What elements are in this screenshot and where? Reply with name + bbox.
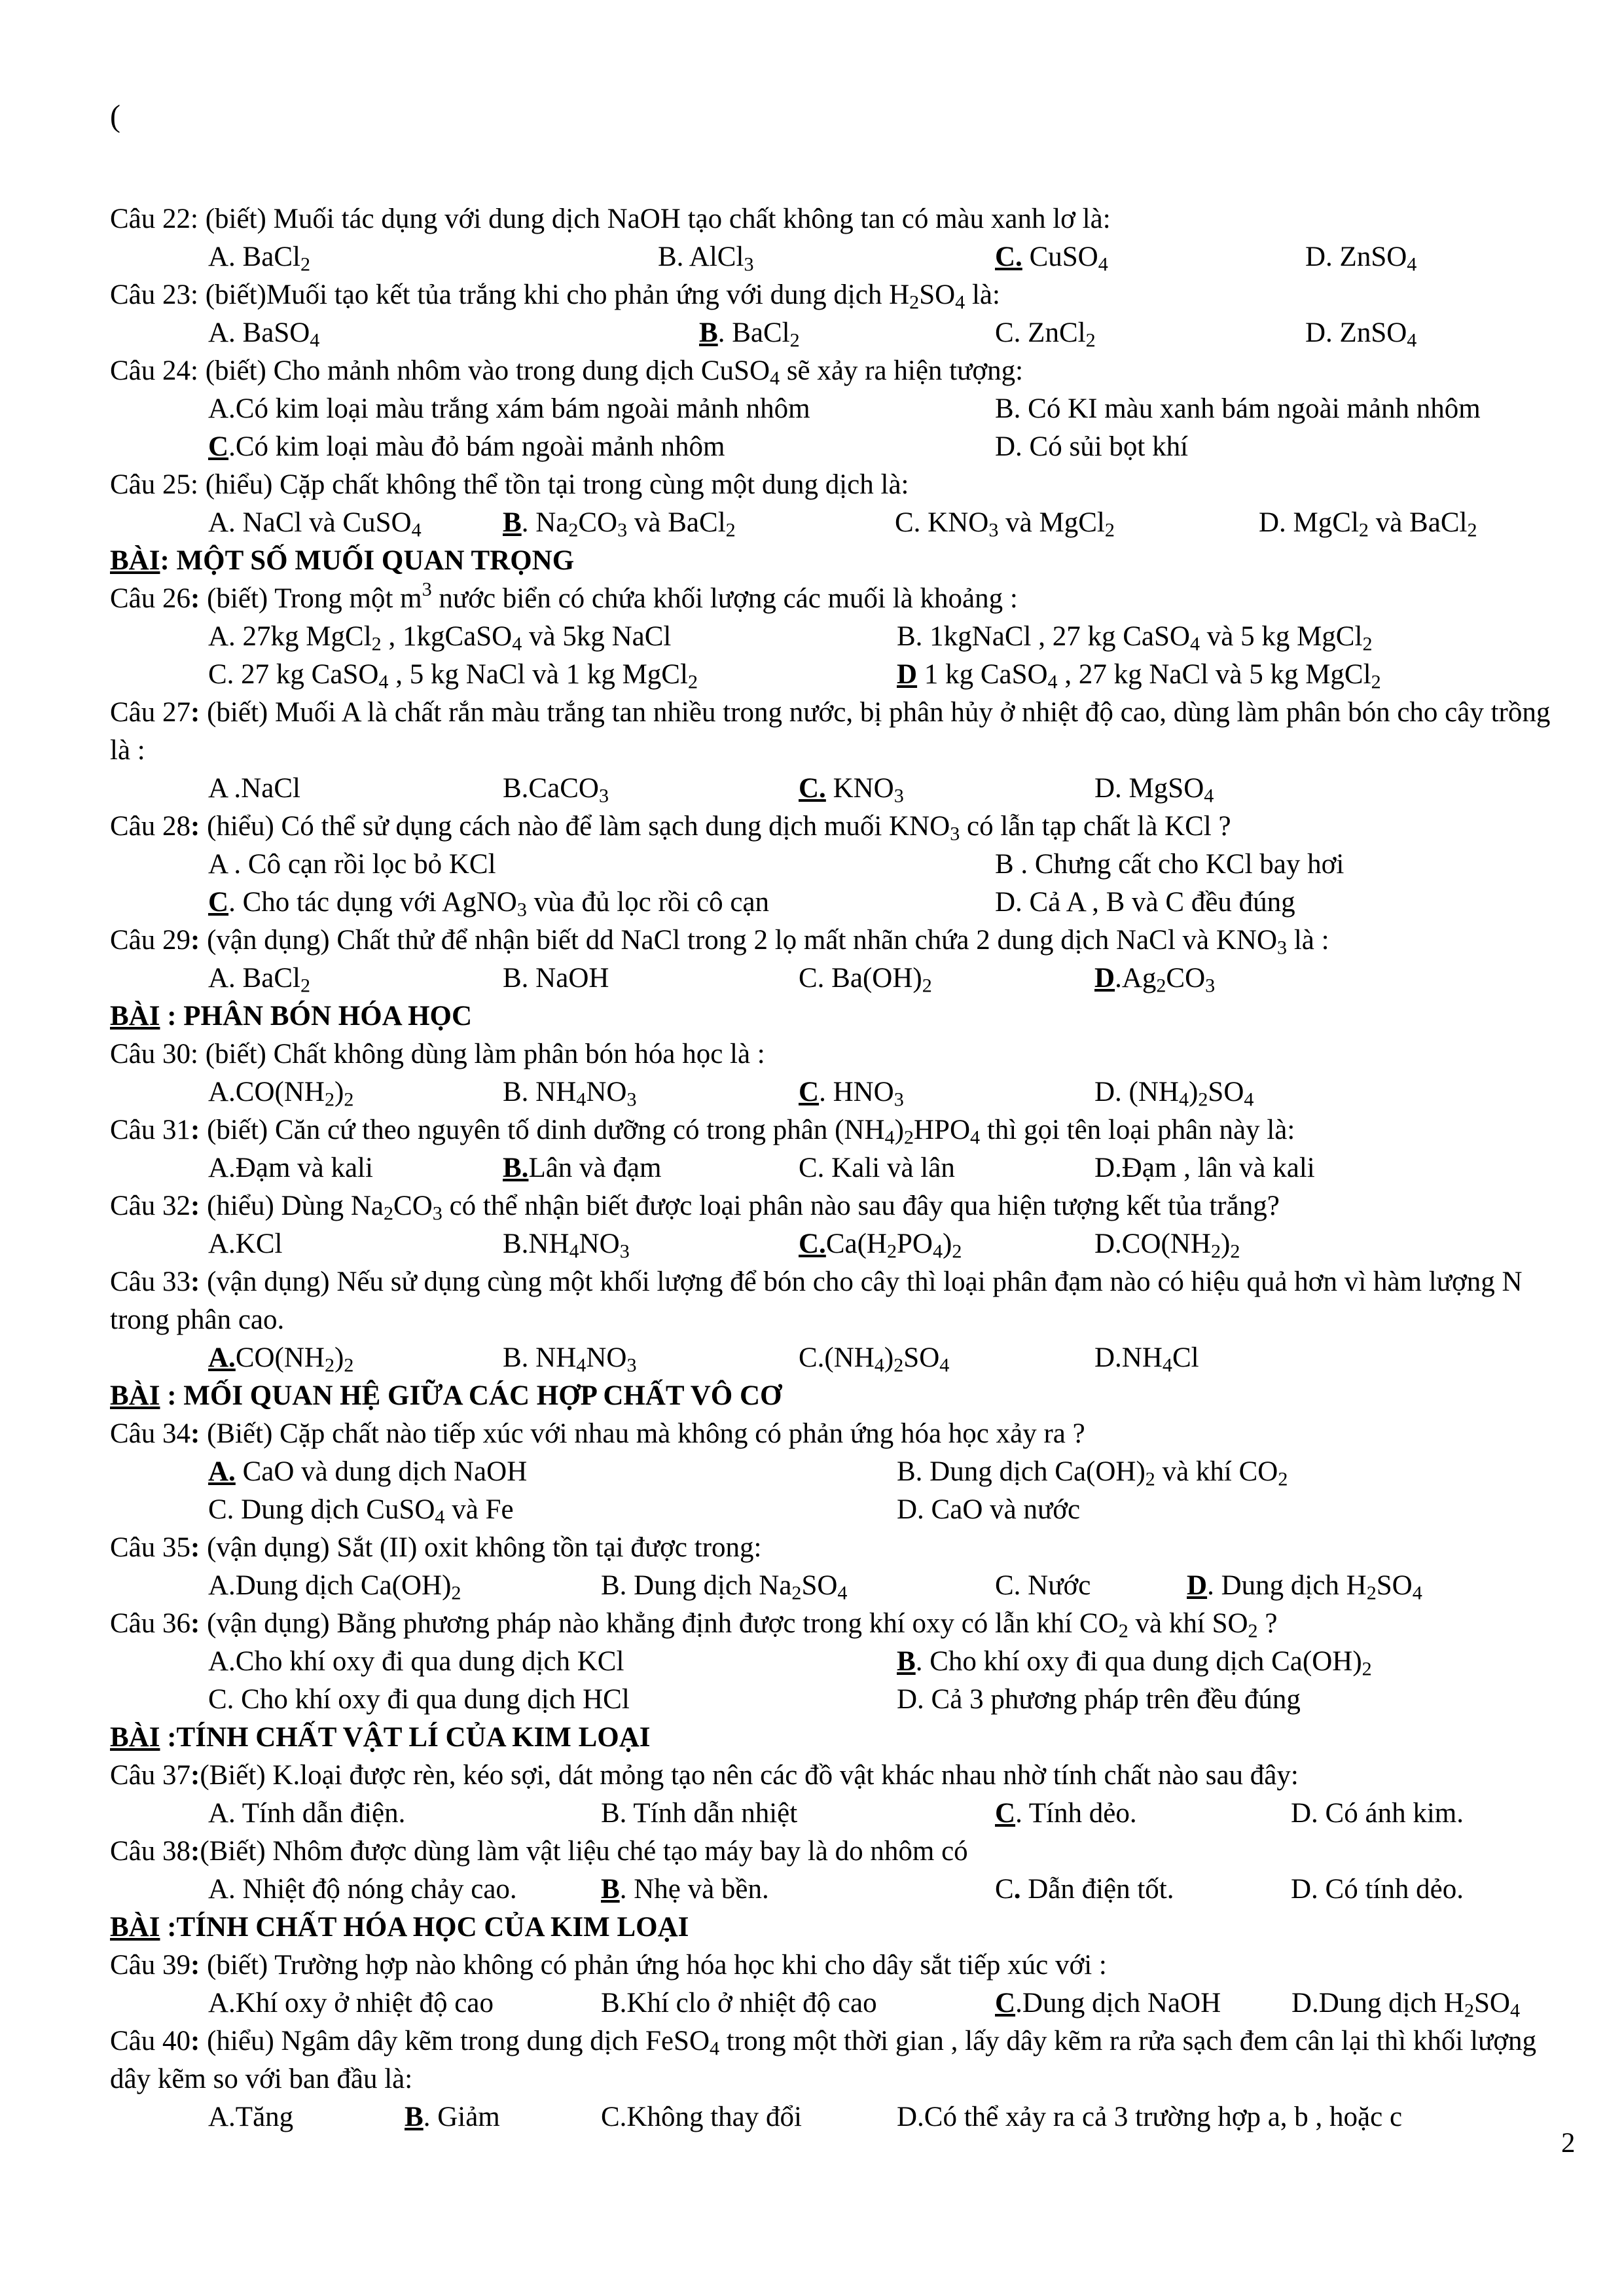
question-25: Câu 25: (hiểu) Cặp chất không thể tồn tại trong cùng một dung dịch là: (110, 469, 909, 500)
heading-lead: BÀI (110, 1001, 160, 1031)
option-d: D. Cả 3 phương pháp trên đều đúng (897, 1684, 1301, 1715)
question-23: Câu 23: (biết)Muối tạo kết tủa trắng khi cho phản ứng với dung dịch $H_2SO_4$ là: (110, 279, 1000, 314)
option-a: A. BaCl$_2$ (208, 963, 310, 997)
options-24-row1 (110, 390, 1570, 428)
option-d: D. MgSO$_4$ (1094, 773, 1214, 807)
option-d: D. Dung dịch $H_2SO_4$ (1187, 1570, 1422, 1604)
question-35: Câu 35: (vận dụng) Sắt (II) oxit không tồn tại được trong: (110, 1532, 762, 1563)
page-number: 2 (1561, 2128, 1576, 2159)
option-b: B. Nhẹ và bền. (601, 1874, 769, 1905)
options-26-row2 (110, 656, 1570, 694)
option-d: D. CaO và nước (897, 1494, 1081, 1525)
option-c: C.Có kim loại màu đỏ bám ngoài mảnh nhôm (208, 431, 725, 462)
option-a: A. BaSO$_4$ (208, 317, 320, 351)
option-c: C. Cho khí oxy đi qua dung dịch HCl (208, 1684, 630, 1715)
option-a: A. BaCl$_2$ (208, 242, 310, 276)
options-25 (110, 504, 1570, 542)
option-b: B . Chưng cất cho KCl bay hơi (995, 849, 1344, 880)
option-a: A. CaO và dung dịch NaOH (208, 1456, 528, 1487)
option-d: D.Có thể xảy ra cả 3 trường hợp a, b , hoặc c (897, 2102, 1403, 2132)
option-a: A.Khí oxy ở nhiệt độ cao (208, 1988, 494, 2018)
options-29 (110, 960, 1570, 997)
option-a: A. Nhiệt độ nóng chảy cao. (208, 1874, 517, 1905)
option-d: D. Có ánh kim. (1291, 1798, 1464, 1829)
options-35 (110, 1567, 1570, 1605)
options-23 (110, 314, 1570, 352)
options-26-row1 (110, 618, 1570, 656)
option-b: B. $NH_4NO_3$ (503, 1077, 637, 1111)
option-a: A.Có kim loại màu trắng xám bám ngoài mảnh nhôm (208, 393, 810, 424)
option-c: C. $Ba(OH)_2$ (799, 963, 932, 997)
option-b: B. Dung dịch $Na_2SO_4$ (601, 1570, 848, 1604)
options-37 (110, 1795, 1570, 1833)
option-a: A.KCl (208, 1229, 283, 1259)
question-38: Câu 38:(Biết) Nhôm được dùng làm vật liệu ché tạo máy bay là do nhôm có (110, 1836, 968, 1867)
heading-title: : MỐI QUAN HỆ GIỮA CÁC HỢP CHẤT VÔ CƠ (160, 1380, 782, 1411)
options-22 (110, 238, 1570, 276)
option-b: B. $Na_2CO_3$ và BaCl$_2$ (503, 507, 736, 541)
option-d: D. Cả A , B và C đều đúng (995, 887, 1295, 918)
question-39: Câu 39: (biết) Trường hợp nào không có phản ứng hóa học khi cho dây sắt tiếp xúc với : (110, 1950, 1107, 1981)
question-31: Câu 31: (biết) Căn cứ theo nguyên tố dinh dưỡng có trong phân $(NH_4)_2HPO_4$ thì gọi tên loại phân này là: (110, 1115, 1295, 1149)
option-a: $A.CO(NH_2)_2$ (208, 1342, 354, 1376)
options-40 (110, 2098, 1570, 2136)
question-30: Câu 30: (biết) Chất không dùng làm phân bón hóa học là : (110, 1039, 765, 1069)
option-c: C.Dung dịch NaOH (995, 1988, 1221, 2018)
options-36-row1 (110, 1643, 1570, 1681)
option-c: C. $KNO_3$ (799, 773, 904, 807)
option-d: D. ZnSO$_4$ (1305, 242, 1417, 276)
section-heading (110, 1377, 1570, 1415)
option-c: C. ZnCl$_2$ (995, 317, 1096, 351)
option-b: B.CaCO$_3$ (503, 773, 609, 807)
option-b: B. Cho khí oxy đi qua dung dịch $Ca(OH)_2$ (897, 1646, 1372, 1680)
options-27 (110, 770, 1570, 808)
question-22: Câu 22: (biết) Muối tác dụng với dung dịch NaOH tạo chất không tan có màu xanh lơ là: (110, 204, 1111, 234)
option-a: A.Cho khí oxy đi qua dung dịch KCl (208, 1646, 624, 1677)
option-b: B. Có KI màu xanh bám ngoài mảnh nhôm (995, 393, 1481, 424)
section-heading (110, 542, 1570, 580)
section-heading (110, 1719, 1570, 1757)
option-a: A . Cô cạn rồi lọc bỏ KCl (208, 849, 496, 880)
section-heading (110, 997, 1570, 1035)
question-24: Câu 24: (biết) Cho mảnh nhôm vào trong dung dịch CuSO$_4$ sẽ xảy ra hiện tượng: (110, 355, 1024, 389)
option-c: C. Cho tác dụng với AgNO$_3$ vùa đủ lọc rồi cô cạn (208, 887, 770, 921)
option-b: B. BaCl$_2$ (699, 317, 800, 351)
option-a: A.Đạm và kali (208, 1153, 373, 1183)
option-c: C. 27 kg CaSO$_4$ , 5 kg NaCl và 1 kg MgCl$_2$ (208, 659, 698, 693)
option-c: C. CuSO$_4$ (995, 242, 1108, 276)
question-34: Câu 34: (Biết) Cặp chất nào tiếp xúc với nhau mà không có phản ứng hóa học xảy ra ? (110, 1418, 1085, 1449)
option-b: B. Tính dẫn nhiệt (601, 1798, 798, 1829)
option-c: C. Nước (995, 1570, 1091, 1601)
option-d: D 1 kg CaSO$_4$ , 27 kg NaCl và 5 kg MgCl$_2$ (897, 659, 1381, 693)
options-34-row2 (110, 1491, 1570, 1529)
options-28-row2 (110, 884, 1570, 922)
question-27: Câu 27: (biết) Muối A là chất rắn màu trắng tan nhiều trong nước, bị phân hủy ở nhiệt độ cao, dùng làm phân bón cho cây trồng là : (110, 697, 1551, 766)
question-28: Câu 28: (hiểu) Có thể sử dụng cách nào để làm sạch dung dịch muối $KNO_3$ có lẫn tạp chất là KCl ? (110, 811, 1231, 845)
section-heading (110, 1909, 1570, 1946)
options-39 (110, 1984, 1570, 2022)
option-c: C. Tính dẻo. (995, 1798, 1137, 1829)
question-36: Câu 36: (vận dụng) Bằng phương pháp nào khẳng định được trong khí oxy có lẫn khí $CO_2$ và khí $SO_2$ ? (110, 1608, 1278, 1642)
exam-page (110, 200, 1570, 2136)
option-c: C.Không thay đổi (601, 2102, 802, 2132)
option-a: A .NaCl (208, 773, 300, 804)
question-29: Câu 29: (vận dụng) Chất thử để nhận biết dd NaCl trong 2 lọ mất nhãn chứa 2 dung dịch NaCl và $KNO_3$ là : (110, 925, 1329, 959)
option-b: $B.NH_4NO_3$ (503, 1229, 630, 1263)
option-d: D. ZnSO$_4$ (1305, 317, 1417, 351)
option-c: $C.Ca(H_2PO_4)_2$ (799, 1229, 962, 1263)
question-37: Câu 37:(Biết) K.loại được rèn, kéo sợi, dát mỏng tạo nên các đồ vật khác nhau nhờ tính chất nào sau đây: (110, 1760, 1299, 1791)
heading-lead: BÀI (110, 1912, 160, 1943)
option-d: D. $(NH_4)_2SO_4$ (1094, 1077, 1254, 1111)
option-a: $A.CO(NH_2)_2$ (208, 1077, 354, 1111)
option-c: C. $HNO_3$ (799, 1077, 904, 1111)
option-b: B. 1kgNaCl , 27 kg CaSO$_4$ và 5 kg MgCl$_2$ (897, 621, 1373, 655)
option-b: B. $NH_4NO_3$ (503, 1342, 637, 1376)
question-26: Câu 26: (biết) Trong một $m^3$ nước biển có chứa khối lượng các muối là khoảng : (110, 577, 1018, 614)
option-d: D. MgCl$_2$ và BaCl$_2$ (1259, 507, 1477, 541)
question-32: Câu 32: (hiểu) Dùng $Na_2CO_3$ có thể nhận biết được loại phân nào sau đây qua hiện tượng kết tủa trắng? (110, 1191, 1280, 1225)
option-b: B. AlCl$_3$ (658, 242, 754, 276)
option-d: D.Dung dịch $H_2SO_4$ (1291, 1988, 1521, 2022)
option-b: B.Khí clo ở nhiệt độ cao (601, 1988, 877, 2018)
options-28-row1 (110, 846, 1570, 884)
heading-title: :TÍNH CHẤT VẬT LÍ CỦA KIM LOẠI (160, 1722, 651, 1753)
option-d: D.Đạm , lân và kali (1094, 1153, 1315, 1183)
option-d: D. Có tính dẻo. (1291, 1874, 1464, 1905)
option-a: A.Tăng (208, 2102, 294, 2132)
option-c: C. Kali và lân (799, 1153, 955, 1183)
options-31 (110, 1149, 1570, 1187)
option-a: A. NaCl và CuSO$_4$ (208, 507, 422, 541)
options-30 (110, 1073, 1570, 1111)
option-d: $D.NH_4Cl$ (1094, 1342, 1199, 1376)
question-40: Câu 40: (hiểu) Ngâm dây kẽm trong dung dịch FeSO$_4$ trong một thời gian , lấy dây kẽm ra rửa sạch đem cân lại thì khối lượng dây kẽm so với ban đầu là: (110, 2026, 1537, 2094)
heading-lead: BÀI (110, 545, 160, 576)
heading-lead: BÀI (110, 1380, 160, 1411)
heading-title: :TÍNH CHẤT HÓA HỌC CỦA KIM LOẠI (160, 1912, 689, 1943)
option-c: $C.(NH_4)_2SO_4$ (799, 1342, 950, 1376)
option-b: B. NaOH (503, 963, 609, 994)
options-33 (110, 1339, 1570, 1377)
options-32 (110, 1225, 1570, 1263)
heading-title: : MỘT SỐ MUỐI QUAN TRỌNG (160, 545, 575, 576)
options-38 (110, 1871, 1570, 1909)
option-d: $D.Ag_2CO_3$ (1094, 963, 1216, 997)
option-a: A.Dung dịch $Ca(OH)_2$ (208, 1570, 461, 1604)
option-c: C. Dung dịch CuSO$_4$ và Fe (208, 1494, 514, 1528)
options-24-row2 (110, 428, 1570, 466)
heading-lead: BÀI (110, 1722, 160, 1753)
question-33: Câu 33: (vận dụng) Nếu sử dụng cùng một khối lượng để bón cho cây thì loại phân đạm nào có hiệu quả hơn vì hàm lượng N trong phân cao. (110, 1266, 1523, 1335)
corner-mark: ( (110, 99, 120, 134)
option-b: B.Lân và đạm (503, 1153, 662, 1183)
option-b: B. Dung dịch $Ca(OH)_2$ và khí $CO_2$ (897, 1456, 1288, 1490)
heading-title: : PHÂN BÓN HÓA HỌC (160, 1001, 473, 1031)
options-34-row1 (110, 1453, 1570, 1491)
option-c: C. Dẫn điện tốt. (995, 1874, 1174, 1905)
option-d: $D.CO(NH_2)_2$ (1094, 1229, 1240, 1263)
options-36-row2 (110, 1681, 1570, 1719)
option-c: C. $KNO_3$ và MgCl$_2$ (895, 507, 1115, 541)
option-b: B. Giảm (405, 2102, 500, 2132)
option-d: D. Có sủi bọt khí (995, 431, 1189, 462)
option-a: A. Tính dẫn điện. (208, 1798, 406, 1829)
option-a: A. 27kg MgCl$_2$ , 1kgCaSO$_4$ và 5kg NaCl (208, 621, 672, 655)
